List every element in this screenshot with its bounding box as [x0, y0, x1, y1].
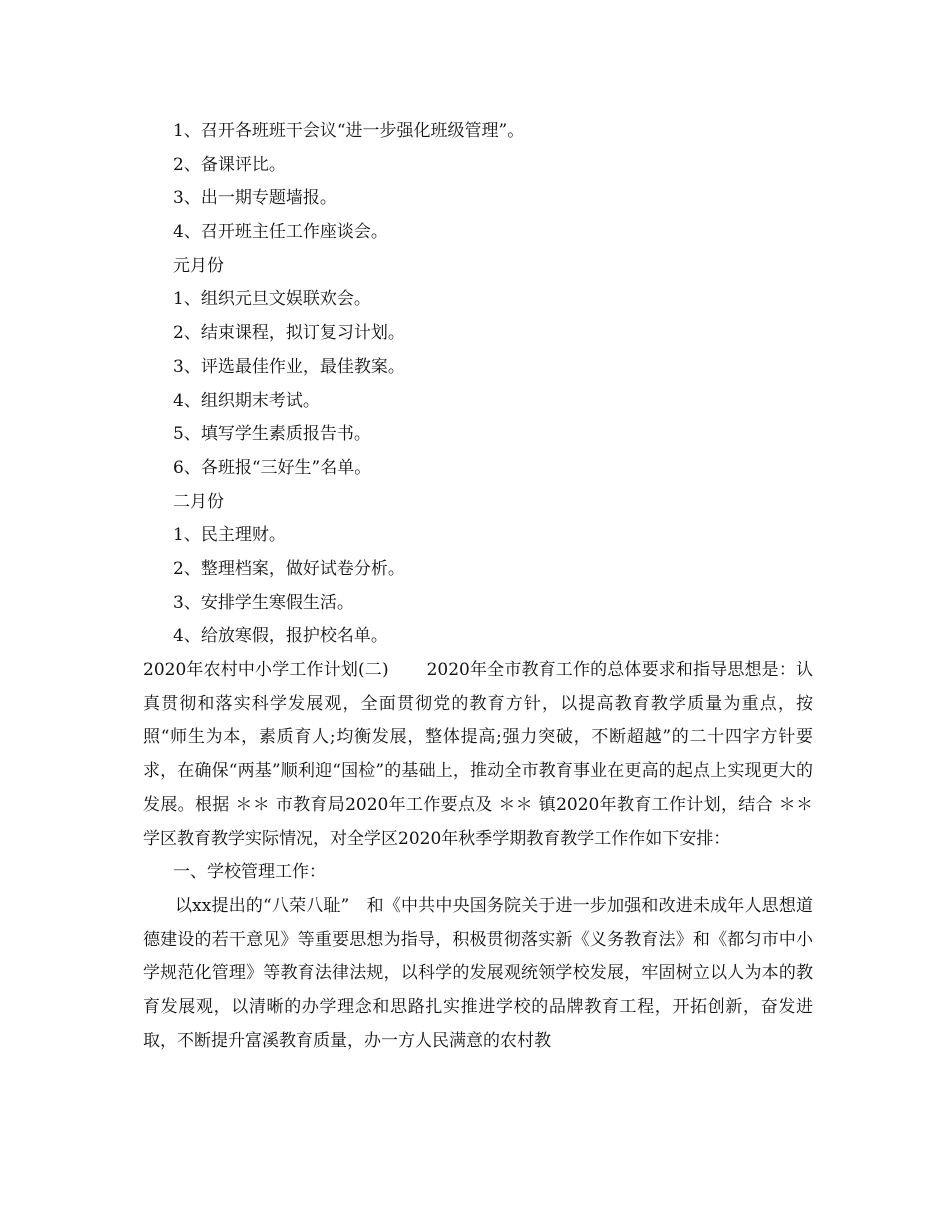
section-paragraph: 以xx提出的“八荣八耻” 和《中共中央国务院关于进一步加强和改进未成年人思想道德建设的若干意见》等重要思想为指导，积极贯彻落实新《义务教育法》和《都匀市中小学规范化管理》等教育法律法规，以科学的发展观统领学校发展，牢固树立以人为本的教育发展观，以清晰的办学理念和思路扎实推进学校的品牌教育工程，开拓创新，奋发进取，不断提升富溪教育质量，办一方人民满意的农村教: [143, 895, 813, 1051]
list-item: 6、各班报“三好生”名单。: [173, 457, 372, 478]
plan-heading: 2020年农村中小学工作计划(二): [143, 660, 389, 680]
list-item: 2、结束课程，拟订复习计划。: [173, 323, 405, 344]
list-item: 2、整理档案，做好试卷分析。: [173, 558, 405, 579]
intro-paragraph: [143, 654, 813, 856]
list-item: 1、组织元旦文娱联欢会。: [173, 289, 371, 310]
month-heading: 元月份: [173, 255, 224, 276]
intro-text: 2020年全市教育工作的总体要求和指导思想是：认真贯彻和落实科学发展观，全面贯彻党的教育方针，以提高教育教学质量为重点，按照“师生为本，素质育人;均衡发展，整体提高;强力突破，不断超越”的二十四字方针要求，在确保“两基”顺利迎“国检”的基础上，推动全市教育事业在更高的起点上实现更大的发展。根据 ＊＊ 市教育局2020年工作要点及 ＊＊ 镇2020年教育工作计划，结合 ＊＊ 学区教育教学实际情况，对全学区2020年秋季学期教育教学工作作如下安排：: [143, 660, 813, 849]
month-heading: 二月份: [173, 491, 224, 512]
list-item: 4、组织期末考试。: [173, 390, 320, 411]
list-item: 3、评选最佳作业，最佳教案。: [173, 356, 405, 377]
list-item: 1、召开各班班干会议“进一步强化班级管理”。: [173, 121, 525, 141]
section-heading: 一、学校管理工作：: [173, 862, 326, 883]
list-item: 4、召开班主任工作座谈会。: [173, 222, 388, 243]
list-item: 4、给放寒假，报护校名单。: [173, 626, 388, 647]
list-item: 3、出一期专题墙报。: [173, 188, 337, 209]
list-item: 3、安排学生寒假生活。: [173, 592, 354, 613]
document-body: [143, 115, 813, 1058]
list-item: 5、填写学生素质报告书。: [173, 424, 371, 445]
list-item: 1、民主理财。: [173, 525, 286, 546]
list-item: 2、备课评比。: [173, 154, 286, 175]
